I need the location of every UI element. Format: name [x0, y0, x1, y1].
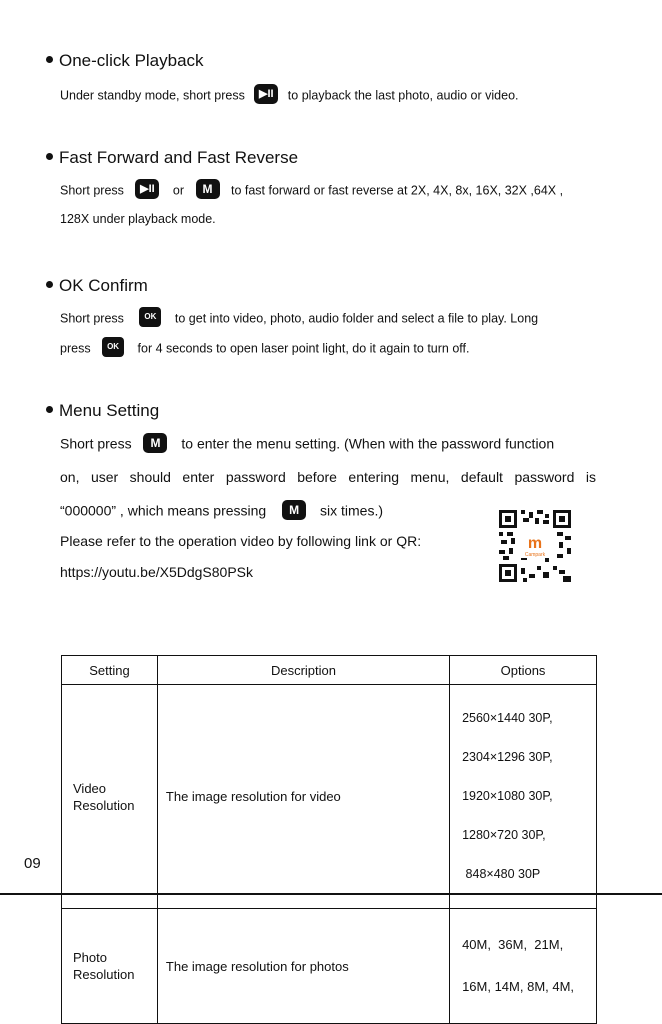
- ok-key-icon: OK: [139, 307, 161, 327]
- m-key-icon: M: [196, 179, 220, 199]
- heading-ok-confirm: OK Confirm: [46, 276, 148, 296]
- paragraph-menu-line1: Short press M to enter the menu setting. (When with the password function: [60, 435, 554, 455]
- bullet-icon: [46, 56, 53, 63]
- bullet-icon: [46, 153, 53, 160]
- paragraph-ok-line1: Short press OK to get into video, photo, audio folder and select a file to play. Long: [60, 309, 538, 329]
- video-link[interactable]: https://youtu.be/X5DdgS80PSk: [60, 564, 254, 580]
- settings-table: [61, 655, 597, 1024]
- table-header-description: Description: [157, 656, 449, 685]
- play-pause-key-icon: ▶II: [135, 179, 159, 199]
- table-cell-description: The image resolution for photos: [157, 909, 449, 1024]
- table-cell-setting: Video Resolution: [62, 685, 158, 909]
- bullet-icon: [46, 281, 53, 288]
- qr-brand-label: Campark: [524, 552, 546, 558]
- table-header-setting: Setting: [62, 656, 158, 685]
- paragraph-menu-line3: “000000” , which means pressing M six times.): [60, 502, 383, 522]
- m-key-icon: M: [143, 433, 167, 453]
- table-row: [62, 909, 597, 1024]
- table-row: [62, 685, 597, 909]
- table-cell-options: 40M, 36M, 21M, 16M, 14M, 8M, 4M,: [450, 909, 597, 1024]
- table-cell-description: The image resolution for video: [157, 685, 449, 909]
- page-number: 09: [24, 855, 41, 872]
- bullet-icon: [46, 406, 53, 413]
- paragraph-forward-line2: 128X under playback mode.: [60, 212, 216, 226]
- heading-menu-setting: Menu Setting: [46, 401, 159, 421]
- play-pause-key-icon: ▶II: [254, 84, 278, 104]
- table-cell-options: 2560×1440 30P, 2304×1296 30P, 1920×1080 30P, 1280×720 30P, 848×480 30P: [450, 685, 597, 909]
- paragraph-menu-line2: on, user should enter password before entering menu, default password is: [60, 469, 596, 485]
- paragraph-playback: Under standby mode, short press ▶II to playback the last photo, audio or video.: [60, 86, 519, 106]
- paragraph-ok-line2: press OK for 4 seconds to open laser point light, do it again to turn off.: [60, 339, 469, 359]
- paragraph-forward-line1: Short press ▶II or M to fast forward or fast reverse at 2X, 4X, 8x, 16X, 32X ,64X ,: [60, 181, 563, 201]
- heading-one-click-playback: One-click Playback: [46, 51, 204, 71]
- heading-fast-forward: Fast Forward and Fast Reverse: [46, 148, 298, 168]
- ok-key-icon: OK: [102, 337, 124, 357]
- table-header-row: [62, 656, 597, 685]
- table-header-options: Options: [450, 656, 597, 685]
- m-key-icon: M: [282, 500, 306, 520]
- svg-text:m: m: [527, 535, 543, 552]
- paragraph-menu-line4: Please refer to the operation video by following link or QR:: [60, 533, 422, 549]
- table-cell-setting: Photo Resolution: [62, 909, 158, 1024]
- qr-code-icon[interactable]: [497, 508, 573, 584]
